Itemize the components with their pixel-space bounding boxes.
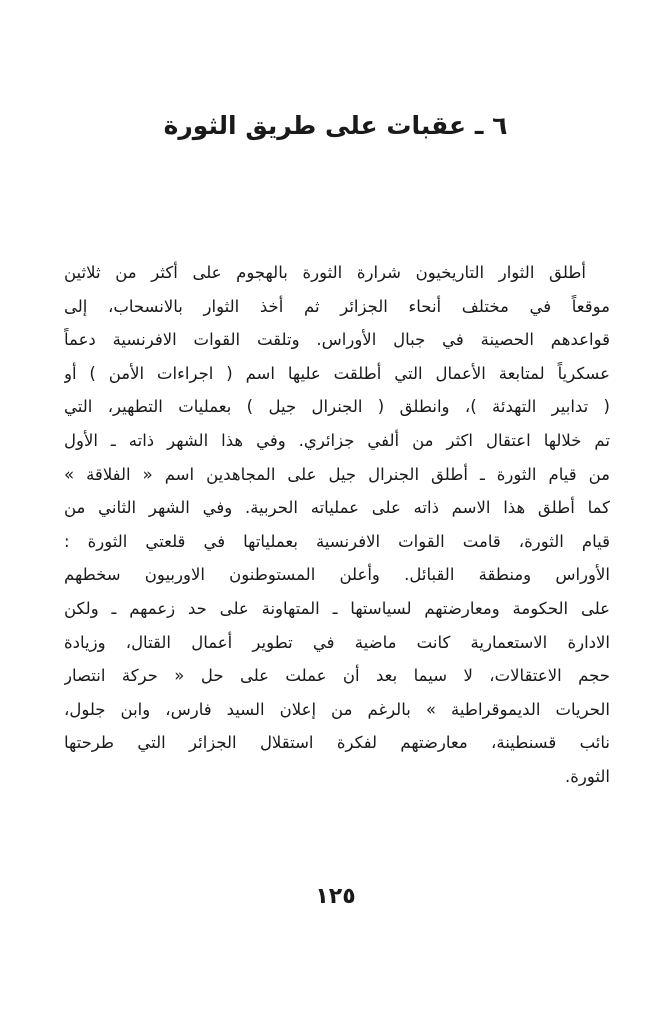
text-line: الأوراس ومنطقة القبائل. وأعلن المستوطنون الاوربيون سخطهم [64, 565, 610, 585]
chapter-heading: ٦ ـ عقبات على طريق الثورة [163, 111, 508, 140]
text-line: على الحكومة ومعارضتهم لسياستها ـ المتهاونة على حد زعمهم ـ ولكن [64, 598, 610, 618]
text-line: الادارة الاستعمارية كانت ماضية في تطوير أعمال القتال، وزيادة [64, 632, 610, 652]
text-line: قيام الثورة، قامت القوات الافرنسية بعملياتها في قلعتي الثورة : [64, 531, 610, 551]
text-line: من قيام الثورة ـ أطلق الجنرال جيل على المجاهدين اسم « الفلاقة » [64, 464, 610, 484]
text-line: تم خلالها اعتقال اكثر من ألفي جزائري. وفي هذا الشهر ذاته ـ الأول [64, 430, 610, 450]
text-line: الحريات الديموقراطية » بالرغم من إعلان السيد فارس، وابن جلول، [64, 699, 610, 719]
text-line: الثورة. [565, 766, 610, 786]
body-paragraph [64, 256, 610, 794]
text-line: كما أطلق هذا الاسم ذاته على عملياته الحربية. وفي الشهر الثاني من [64, 498, 610, 518]
text-line: حجم الاعتقالات، لا سيما بعد أن عملت على حل « حركة انتصار [64, 666, 610, 686]
text-line: موقعاً في مختلف أنحاء الجزائر ثم أخذ الثوار بالانسحاب، إلى [64, 296, 610, 316]
text-line: أطلق الثوار التاريخيون شرارة الثورة بالهجوم على أكثر من ثلاثين [64, 263, 586, 282]
text-line: عسكرياً لمتابعة الأعمال التي أطلقت عليها اسم ( اجراءات الأمن ) أو [64, 363, 610, 383]
page-number: ١٢٥ [315, 884, 356, 909]
text-line: نائب قسنطينة، معارضتهم لفكرة استقلال الجزائر التي طرحتها [64, 733, 610, 753]
text-line: ( تدابير التهدئة )، وانطلق ( الجنرال جيل ) بعمليات التطهير، التي [64, 397, 610, 417]
text-line: قواعدهم الحصينة في جبال الأوراس. وتلقت القوات الافرنسية دعماً [64, 330, 610, 350]
